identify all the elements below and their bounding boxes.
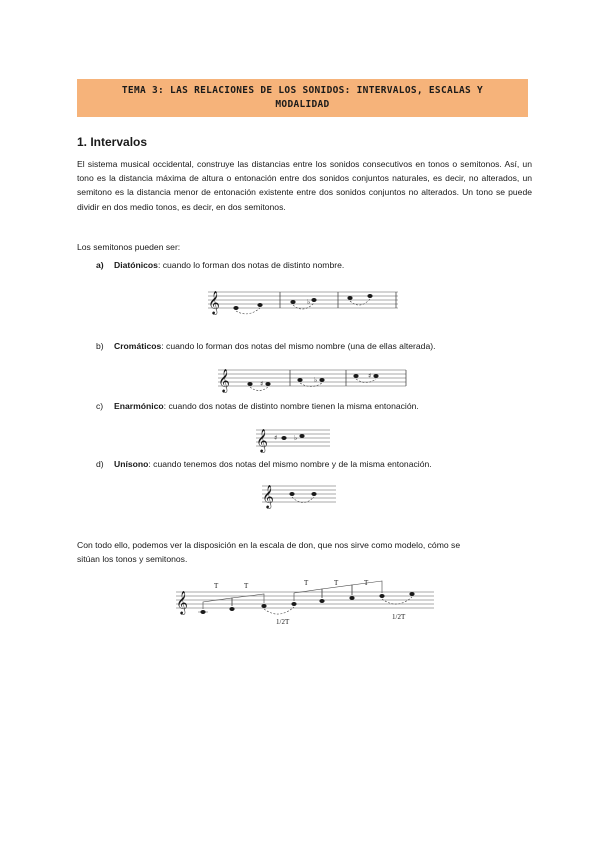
- list-item-label: c): [96, 401, 104, 411]
- tone-label: T: [214, 582, 219, 590]
- list-item-term: Diatónicos: [114, 260, 158, 270]
- list-item-term: Cromáticos: [114, 341, 162, 351]
- sharp-icon: ♯: [260, 380, 264, 388]
- note: [409, 592, 414, 596]
- note: [290, 300, 295, 304]
- note: [373, 374, 378, 378]
- sharp-icon: ♯: [368, 372, 372, 380]
- unison-staff-example: [262, 480, 342, 512]
- staff-lines: [218, 370, 406, 386]
- list-item: [96, 458, 432, 470]
- note: [229, 607, 234, 611]
- note: [367, 294, 372, 298]
- tone-label: T: [304, 579, 309, 587]
- half-tone-label: 1/2T: [392, 613, 406, 621]
- tone-label: T: [364, 579, 369, 587]
- note: [289, 492, 294, 496]
- list-item-desc: : cuando lo forman dos notas del mismo nombre (una de ellas alterada).: [161, 341, 436, 351]
- list-item-term: Unísono: [114, 459, 149, 469]
- list-item-desc: : cuando lo forman dos notas de distinto nombre.: [157, 260, 345, 270]
- note: [353, 374, 358, 378]
- list-item-label: b): [96, 341, 104, 351]
- list-item-term: Enarmónico: [114, 401, 164, 411]
- flat-icon: ♭: [307, 298, 311, 306]
- do-scale-staff: [176, 576, 436, 632]
- scale-text-line-2: sitúan los tonos y semitonos.: [77, 554, 188, 564]
- treble-clef-icon: 𝄞: [218, 368, 230, 392]
- treble-clef-icon: 𝄞: [176, 590, 188, 614]
- note: [349, 596, 354, 600]
- note: [265, 382, 270, 386]
- scale-text-line-1: Con todo ello, podemos ver la disposición en la escala de don, que nos sirve como modelo, cómo se: [77, 540, 461, 550]
- note: [347, 296, 352, 300]
- list-item: [96, 340, 435, 352]
- title-line-1: TEMA 3: LAS RELACIONES DE LOS SONIDOS: INTERVALOS, ESCALAS Y: [121, 85, 484, 96]
- note: [261, 604, 266, 608]
- note: [200, 610, 205, 614]
- title-line-2: MODALIDAD: [275, 99, 330, 110]
- tone-label: T: [244, 582, 249, 590]
- list-item-label: d): [96, 459, 104, 469]
- note: [311, 492, 316, 496]
- semitones-intro: Los semitonos pueden ser:: [77, 242, 181, 252]
- title-banner: [77, 79, 528, 117]
- note: [299, 434, 304, 438]
- tone-label: T: [334, 579, 339, 587]
- note: [319, 599, 324, 603]
- flat-icon: ♭: [314, 376, 318, 384]
- sharp-icon: ♯: [274, 434, 278, 442]
- note: [319, 378, 324, 382]
- chromatic-staff-example: [218, 364, 418, 404]
- note: [233, 306, 238, 310]
- note: [257, 303, 262, 307]
- section-heading: 1. Intervalos: [77, 135, 148, 149]
- flat-icon: ♭: [294, 434, 298, 442]
- treble-clef-icon: 𝄞: [208, 290, 220, 314]
- list-item: [96, 259, 344, 271]
- half-tone-label: 1/2T: [276, 618, 290, 626]
- diatonic-staff-example: [208, 284, 408, 324]
- treble-clef-icon: 𝄞: [262, 484, 274, 508]
- list-item-desc: : cuando dos notas de distinto nombre tienen la misma entonación.: [163, 401, 419, 411]
- note: [379, 594, 384, 598]
- treble-clef-icon: 𝄞: [256, 428, 268, 452]
- note: [297, 378, 302, 382]
- list-item-desc: : cuando tenemos dos notas del mismo nombre y de la misma entonación.: [148, 459, 432, 469]
- note: [247, 382, 252, 386]
- list-item: [96, 400, 419, 412]
- note: [311, 298, 316, 302]
- enharmonic-staff-example: [256, 424, 336, 454]
- staff-lines: [176, 592, 434, 608]
- intro-paragraph: El sistema musical occidental, construye las distancias entre los sonidos consecutivos en tonos o semitonos. Así, un tono es la distancia máxima de altura o entonación entre dos sonidos conjuntos naturales, es decir, no alterados, un semitono es la distancia menor de entonación existente entre dos sonidos conjuntos no alterados. Un tono se puede dividir en dos medio tonos, es decir, en dos semitonos.: [77, 159, 532, 212]
- list-item-label: a): [96, 260, 104, 270]
- note: [291, 602, 296, 606]
- note: [281, 436, 286, 440]
